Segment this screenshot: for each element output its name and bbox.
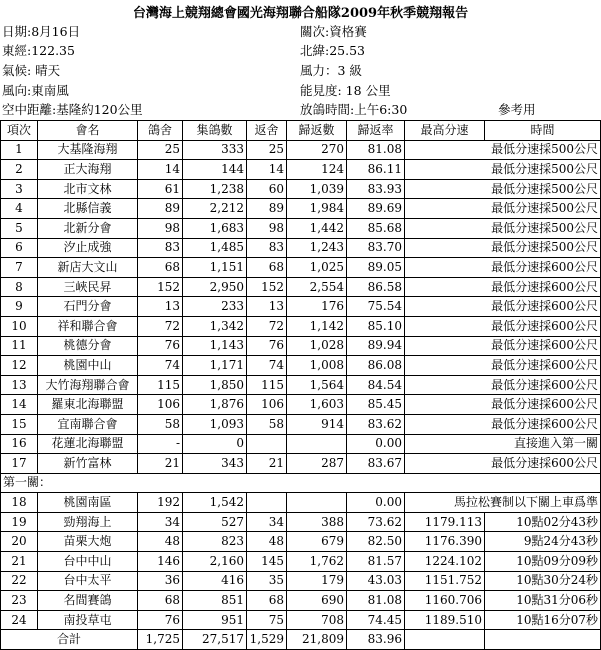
returned-loft-count: 89 bbox=[247, 199, 287, 219]
returned-count: 1,984 bbox=[287, 199, 347, 219]
arrival-time: 10點30分24秒 bbox=[485, 571, 601, 591]
club-name: 桃園中山 bbox=[38, 356, 138, 376]
collected-count: 343 bbox=[183, 454, 247, 474]
row-number: 2 bbox=[1, 160, 38, 180]
row-number: 16 bbox=[1, 434, 38, 454]
returned-loft-count: 48 bbox=[247, 532, 287, 552]
table-row bbox=[1, 571, 601, 591]
club-name: 北縣信義 bbox=[38, 199, 138, 219]
returned-count bbox=[287, 493, 347, 513]
speed-note: 最低分速採600公尺 bbox=[405, 375, 601, 395]
return-rate: 86.08 bbox=[347, 356, 405, 376]
table-row bbox=[1, 395, 601, 415]
arrival-time: 10點16分07秒 bbox=[485, 610, 601, 630]
returned-count: 124 bbox=[287, 160, 347, 180]
club-name: 桃德分會 bbox=[38, 336, 138, 356]
collected-count: 0 bbox=[183, 434, 247, 454]
table-row bbox=[1, 336, 601, 356]
club-name: 花蓮北海聯盟 bbox=[38, 434, 138, 454]
collected-count: 1,683 bbox=[183, 218, 247, 238]
section-blank bbox=[405, 473, 485, 493]
returned-count: 179 bbox=[287, 571, 347, 591]
returned-count bbox=[287, 434, 347, 454]
collected-count: 1,151 bbox=[183, 258, 247, 278]
collected-count: 951 bbox=[183, 610, 247, 630]
speed-note: 最低分速採600公尺 bbox=[405, 395, 601, 415]
return-rate: 83.93 bbox=[347, 179, 405, 199]
loft-count: 34 bbox=[138, 512, 183, 532]
row-number: 11 bbox=[1, 336, 38, 356]
return-rate: 73.62 bbox=[347, 512, 405, 532]
collected-count: 823 bbox=[183, 532, 247, 552]
total-label: 合計 bbox=[1, 630, 138, 650]
weather: 氣候: 晴天 bbox=[2, 63, 61, 78]
row-number: 9 bbox=[1, 297, 38, 317]
table-row bbox=[1, 140, 601, 160]
returned-loft-count: 83 bbox=[247, 238, 287, 258]
table-row bbox=[1, 297, 601, 317]
table-row bbox=[1, 238, 601, 258]
returned-loft-count: 68 bbox=[247, 591, 287, 611]
loft-count: 106 bbox=[138, 395, 183, 415]
returned-loft-count: 68 bbox=[247, 258, 287, 278]
table-row bbox=[1, 179, 601, 199]
club-name: 羅東北海聯盟 bbox=[38, 395, 138, 415]
collected-count: 2,160 bbox=[183, 552, 247, 572]
table-row bbox=[1, 258, 601, 278]
returned-loft-count: 74 bbox=[247, 356, 287, 376]
section-blank bbox=[138, 473, 183, 493]
table-row bbox=[1, 434, 601, 454]
club-name: 汐止成強 bbox=[38, 238, 138, 258]
collected-count: 1,342 bbox=[183, 316, 247, 336]
collected-count: 851 bbox=[183, 591, 247, 611]
top-speed: 1179.113 bbox=[405, 512, 485, 532]
release-time: 放鴿時間:上午6:30 bbox=[300, 102, 408, 117]
section-blank bbox=[347, 473, 405, 493]
collected-count: 144 bbox=[183, 160, 247, 180]
release-longitude: 東經:122.35 bbox=[2, 43, 75, 58]
loft-count: 89 bbox=[138, 199, 183, 219]
returned-count: 287 bbox=[287, 454, 347, 474]
returned-loft-count: 21 bbox=[247, 454, 287, 474]
club-name: 大基隆海翔 bbox=[38, 140, 138, 160]
section-blank bbox=[485, 473, 601, 493]
column-header: 歸返率 bbox=[347, 121, 405, 141]
row-number: 12 bbox=[1, 356, 38, 376]
top-speed: 1160.706 bbox=[405, 591, 485, 611]
table-row bbox=[1, 493, 601, 513]
row-number: 4 bbox=[1, 199, 38, 219]
club-name: 台中太平 bbox=[38, 571, 138, 591]
row-number: 5 bbox=[1, 218, 38, 238]
return-rate: 81.08 bbox=[347, 591, 405, 611]
return-rate: 84.54 bbox=[347, 375, 405, 395]
return-rate: 43.03 bbox=[347, 571, 405, 591]
collected-count: 1,143 bbox=[183, 336, 247, 356]
speed-note: 最低分速採500公尺 bbox=[405, 238, 601, 258]
collected-count: 2,212 bbox=[183, 199, 247, 219]
collected-count: 1,850 bbox=[183, 375, 247, 395]
total-lofts: 1,725 bbox=[138, 630, 183, 650]
wind-direction: 風向:東南風 bbox=[2, 83, 69, 98]
club-name: 北市文林 bbox=[38, 179, 138, 199]
returned-loft-count: 76 bbox=[247, 336, 287, 356]
total-rate: 83.96 bbox=[347, 630, 405, 650]
loft-count: - bbox=[138, 434, 183, 454]
column-header: 集鴿數 bbox=[183, 121, 247, 141]
collected-count: 333 bbox=[183, 140, 247, 160]
top-speed: 1224.102 bbox=[405, 552, 485, 572]
returned-count: 1,039 bbox=[287, 179, 347, 199]
table-row bbox=[1, 454, 601, 474]
club-name: 名間賽鴿 bbox=[38, 591, 138, 611]
return-rate: 83.67 bbox=[347, 454, 405, 474]
loft-count: 98 bbox=[138, 218, 183, 238]
report-title: 台灣海上競翔總會國光海翔聯合船隊2009年秋季競翔報告 bbox=[132, 6, 469, 21]
return-rate: 81.08 bbox=[347, 140, 405, 160]
row-number: 7 bbox=[1, 258, 38, 278]
section-label: 第一關： bbox=[1, 473, 138, 493]
row-number: 19 bbox=[1, 512, 38, 532]
speed-note: 最低分速採500公尺 bbox=[405, 218, 601, 238]
row-number: 6 bbox=[1, 238, 38, 258]
collected-count: 2,950 bbox=[183, 277, 247, 297]
club-name: 南投草屯 bbox=[38, 610, 138, 630]
total-returned-lofts: 1,529 bbox=[247, 630, 287, 650]
row-number: 8 bbox=[1, 277, 38, 297]
loft-count: 72 bbox=[138, 316, 183, 336]
speed-note: 直接進入第一關 bbox=[405, 434, 601, 454]
table-header-row bbox=[1, 121, 601, 141]
results-table bbox=[0, 120, 601, 650]
total-collected: 27,517 bbox=[183, 630, 247, 650]
loft-count: 192 bbox=[138, 493, 183, 513]
returned-loft-count: 75 bbox=[247, 610, 287, 630]
speed-note: 最低分速採500公尺 bbox=[405, 179, 601, 199]
loft-count: 68 bbox=[138, 258, 183, 278]
arrival-time: 10點31分06秒 bbox=[485, 591, 601, 611]
return-rate: 89.69 bbox=[347, 199, 405, 219]
collected-count: 527 bbox=[183, 512, 247, 532]
return-rate: 86.58 bbox=[347, 277, 405, 297]
race-round: 關次:資格賽 bbox=[300, 24, 367, 39]
speed-note: 最低分速採600公尺 bbox=[405, 414, 601, 434]
table-row bbox=[1, 532, 601, 552]
table-row bbox=[1, 316, 601, 336]
returned-loft-count: 58 bbox=[247, 414, 287, 434]
speed-note: 最低分速採600公尺 bbox=[405, 258, 601, 278]
table-row bbox=[1, 199, 601, 219]
return-rate: 89.94 bbox=[347, 336, 405, 356]
return-rate: 89.05 bbox=[347, 258, 405, 278]
arrival-time: 9點24分43秒 bbox=[485, 532, 601, 552]
returned-loft-count: 14 bbox=[247, 160, 287, 180]
row-number: 3 bbox=[1, 179, 38, 199]
column-header: 歸返數 bbox=[287, 121, 347, 141]
row-number: 23 bbox=[1, 591, 38, 611]
section-blank bbox=[183, 473, 247, 493]
column-header: 會名 bbox=[38, 121, 138, 141]
table-row bbox=[1, 356, 601, 376]
column-header: 鴿舍 bbox=[138, 121, 183, 141]
returned-loft-count: 72 bbox=[247, 316, 287, 336]
club-name: 新竹富林 bbox=[38, 454, 138, 474]
speed-note: 最低分速採600公尺 bbox=[405, 356, 601, 376]
club-name: 新店大文山 bbox=[38, 258, 138, 278]
returned-loft-count: 152 bbox=[247, 277, 287, 297]
table-row bbox=[1, 277, 601, 297]
returned-count: 1,762 bbox=[287, 552, 347, 572]
row-number: 13 bbox=[1, 375, 38, 395]
loft-count: 76 bbox=[138, 336, 183, 356]
row-number: 1 bbox=[1, 140, 38, 160]
return-rate: 81.57 bbox=[347, 552, 405, 572]
returned-count: 2,554 bbox=[287, 277, 347, 297]
table-row bbox=[1, 414, 601, 434]
table-row bbox=[1, 512, 601, 532]
returned-count: 708 bbox=[287, 610, 347, 630]
collected-count: 1,238 bbox=[183, 179, 247, 199]
table-row bbox=[1, 160, 601, 180]
table-row bbox=[1, 552, 601, 572]
section-blank bbox=[287, 473, 347, 493]
return-rate: 0.00 bbox=[347, 434, 405, 454]
return-rate: 74.45 bbox=[347, 610, 405, 630]
row-number: 20 bbox=[1, 532, 38, 552]
return-rate: 82.50 bbox=[347, 532, 405, 552]
collected-count: 1,485 bbox=[183, 238, 247, 258]
club-name: 桃園南區 bbox=[38, 493, 138, 513]
return-rate: 75.54 bbox=[347, 297, 405, 317]
club-name: 苗栗大炮 bbox=[38, 532, 138, 552]
returned-count: 1,008 bbox=[287, 356, 347, 376]
row-number: 21 bbox=[1, 552, 38, 572]
table-row bbox=[1, 218, 601, 238]
collected-count: 1,542 bbox=[183, 493, 247, 513]
row-number: 18 bbox=[1, 493, 38, 513]
row-number: 17 bbox=[1, 454, 38, 474]
club-name: 正大海翔 bbox=[38, 160, 138, 180]
row-number: 24 bbox=[1, 610, 38, 630]
row-number: 14 bbox=[1, 395, 38, 415]
loft-count: 152 bbox=[138, 277, 183, 297]
loft-count: 48 bbox=[138, 532, 183, 552]
loft-count: 76 bbox=[138, 610, 183, 630]
speed-note: 最低分速採500公尺 bbox=[405, 140, 601, 160]
speed-note: 最低分速採500公尺 bbox=[405, 160, 601, 180]
returned-loft-count: 115 bbox=[247, 375, 287, 395]
club-name: 三峽民昇 bbox=[38, 277, 138, 297]
return-rate: 83.70 bbox=[347, 238, 405, 258]
return-rate: 86.11 bbox=[347, 160, 405, 180]
returned-count: 1,243 bbox=[287, 238, 347, 258]
returned-count: 270 bbox=[287, 140, 347, 160]
speed-note: 最低分速採600公尺 bbox=[405, 297, 601, 317]
loft-count: 13 bbox=[138, 297, 183, 317]
loft-count: 146 bbox=[138, 552, 183, 572]
return-rate: 0.00 bbox=[347, 493, 405, 513]
row-number: 15 bbox=[1, 414, 38, 434]
returned-count: 1,564 bbox=[287, 375, 347, 395]
returned-count: 176 bbox=[287, 297, 347, 317]
row-number: 10 bbox=[1, 316, 38, 336]
loft-count: 115 bbox=[138, 375, 183, 395]
returned-loft-count: 25 bbox=[247, 140, 287, 160]
returned-loft-count: 60 bbox=[247, 179, 287, 199]
collected-count: 1,876 bbox=[183, 395, 247, 415]
top-speed: 1176.390 bbox=[405, 532, 485, 552]
club-name: 石門分會 bbox=[38, 297, 138, 317]
returned-count: 1,442 bbox=[287, 218, 347, 238]
returned-loft-count: 98 bbox=[247, 218, 287, 238]
club-name: 祥和聯合會 bbox=[38, 316, 138, 336]
speed-note: 最低分速採600公尺 bbox=[405, 316, 601, 336]
loft-count: 58 bbox=[138, 414, 183, 434]
returned-loft-count bbox=[247, 493, 287, 513]
returned-count: 914 bbox=[287, 414, 347, 434]
arrival-time: 10點09分09秒 bbox=[485, 552, 601, 572]
loft-count: 68 bbox=[138, 591, 183, 611]
club-name: 北新分會 bbox=[38, 218, 138, 238]
loft-count: 61 bbox=[138, 179, 183, 199]
loft-count: 21 bbox=[138, 454, 183, 474]
visibility: 能見度: 18 公里 bbox=[300, 83, 391, 98]
returned-loft-count: 34 bbox=[247, 512, 287, 532]
table-row bbox=[1, 591, 601, 611]
collected-count: 1,093 bbox=[183, 414, 247, 434]
returned-count: 1,142 bbox=[287, 316, 347, 336]
column-header: 時間 bbox=[485, 121, 601, 141]
speed-note: 最低分速採500公尺 bbox=[405, 199, 601, 219]
club-name: 勁翔海上 bbox=[38, 512, 138, 532]
return-rate: 85.68 bbox=[347, 218, 405, 238]
loft-count: 74 bbox=[138, 356, 183, 376]
table-row bbox=[1, 610, 601, 630]
returned-count: 690 bbox=[287, 591, 347, 611]
flight-distance: 空中距離:基隆約120公里 bbox=[2, 102, 143, 117]
section-row bbox=[1, 473, 601, 493]
column-header: 最高分速 bbox=[405, 121, 485, 141]
total-returned: 21,809 bbox=[287, 630, 347, 650]
club-name: 台中中山 bbox=[38, 552, 138, 572]
return-rate: 85.45 bbox=[347, 395, 405, 415]
top-speed: 1189.510 bbox=[405, 610, 485, 630]
loft-count: 14 bbox=[138, 160, 183, 180]
returned-count: 679 bbox=[287, 532, 347, 552]
wind-force: 風力：3 級 bbox=[300, 63, 362, 78]
row-number: 22 bbox=[1, 571, 38, 591]
section-blank bbox=[247, 473, 287, 493]
race-date: 日期:8月16日 bbox=[2, 24, 81, 39]
speed-note: 最低分速採600公尺 bbox=[405, 277, 601, 297]
returned-count: 1,025 bbox=[287, 258, 347, 278]
speed-note: 最低分速採600公尺 bbox=[405, 336, 601, 356]
returned-loft-count: 13 bbox=[247, 297, 287, 317]
club-name: 大竹海翔聯合會 bbox=[38, 375, 138, 395]
returned-count: 1,028 bbox=[287, 336, 347, 356]
return-rate: 85.10 bbox=[347, 316, 405, 336]
collected-count: 1,171 bbox=[183, 356, 247, 376]
top-speed: 1151.752 bbox=[405, 571, 485, 591]
column-header: 項次 bbox=[1, 121, 38, 141]
collected-count: 233 bbox=[183, 297, 247, 317]
returned-count: 1,603 bbox=[287, 395, 347, 415]
loft-count: 25 bbox=[138, 140, 183, 160]
returned-loft-count: 145 bbox=[247, 552, 287, 572]
reference-note: 參考用 bbox=[498, 102, 536, 117]
column-header: 返舍 bbox=[247, 121, 287, 141]
collected-count: 416 bbox=[183, 571, 247, 591]
returned-loft-count: 35 bbox=[247, 571, 287, 591]
arrival-time: 10點02分43秒 bbox=[485, 512, 601, 532]
loft-count: 36 bbox=[138, 571, 183, 591]
returned-loft-count bbox=[247, 434, 287, 454]
table-row bbox=[1, 375, 601, 395]
returned-loft-count: 106 bbox=[247, 395, 287, 415]
return-rate: 83.62 bbox=[347, 414, 405, 434]
club-name: 宜南聯合會 bbox=[38, 414, 138, 434]
speed-note: 馬拉松賽制以下關上車爲準 bbox=[405, 493, 601, 513]
returned-count: 388 bbox=[287, 512, 347, 532]
speed-note: 最低分速採600公尺 bbox=[405, 454, 601, 474]
loft-count: 83 bbox=[138, 238, 183, 258]
release-latitude: 北緯:25.53 bbox=[300, 43, 365, 58]
